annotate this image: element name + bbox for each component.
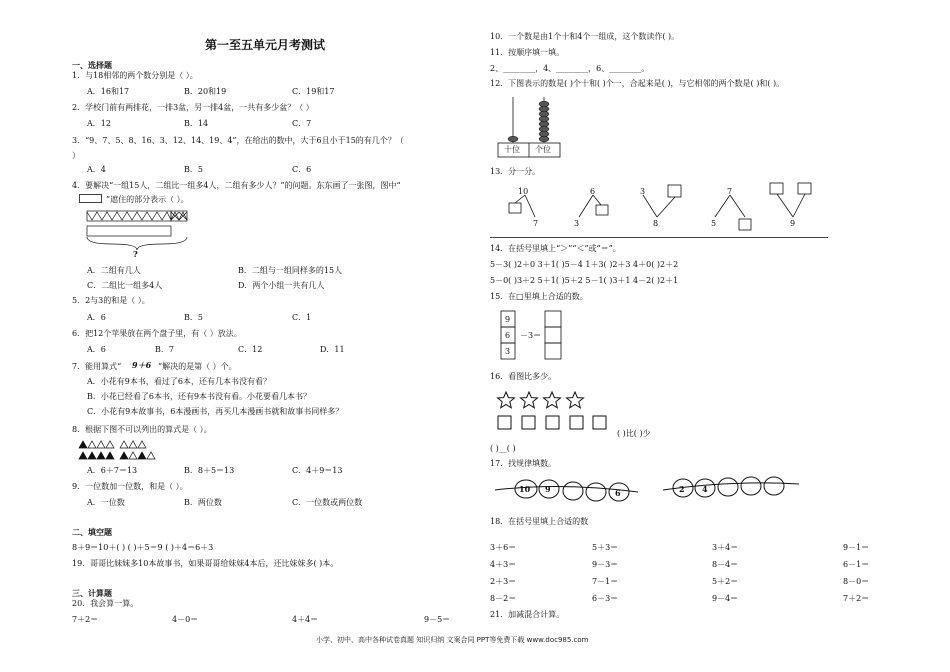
question-4-line1: 4．要解决“一组15人，二组比一组多4人，二组有多少人？”的问题。东东画了一张图，图中“ [72, 181, 401, 190]
question-3-line1: 3．“9、7、5、8、16、3、12、14、19、4”，在给出的数中，大于6且小于15的有几个？（ [72, 136, 404, 145]
bead-num-4: 2 [679, 484, 685, 494]
tree4-top: 7 [727, 187, 733, 196]
page-footer: 小学、初中、高中各种试卷真题 知识归纳 文案合同 PPT等免费下载 www.doc985.com [316, 636, 589, 644]
tree3-bottom: 8 [653, 219, 659, 228]
question-11: 11．按顺序填一填。 [490, 48, 565, 57]
triangles-figure [78, 438, 158, 462]
tree5-bottom: 9 [790, 219, 796, 228]
q18-r3-c4: 8－0＝ [843, 577, 870, 586]
q8-option-c: C．4＋9＝13 [292, 466, 343, 475]
q4-question-mark: ? [133, 249, 138, 259]
q4-option-c: C．二组比一组多4人 [87, 281, 163, 290]
question-16: 16．看图比多少。 [490, 372, 557, 381]
q9-option-b: B．两位数 [184, 498, 222, 507]
q18-r2-c2: 9－3＝ [592, 560, 619, 569]
q18-r1-c2: 5＋3＝ [592, 543, 619, 552]
q11-sequence: 2、________，4、________，6、________。 [490, 64, 650, 73]
question-12: 12．下图表示的数是( )个十和( )个一，合起来是( )，与它相邻的两个数是( )和( )。 [490, 79, 785, 88]
q3-option-c: C．6 [292, 165, 312, 174]
tree2-top: 6 [590, 187, 596, 196]
question-17: 17．找规律填数。 [490, 459, 557, 468]
q4-option-a: A．二组有几人 [87, 266, 141, 275]
q18-r4-c1: 8－2＝ [490, 594, 517, 603]
question-2: 2．学校门前有两排花，一排3盆，另一排4盆，一共有多少盆？（ ） [72, 103, 314, 112]
question-5: 5．2与3的和是（ ）。 [72, 296, 150, 305]
q18-r4-c2: 6－3＝ [592, 594, 619, 603]
q4-option-b: B．二组与一组同样多的15人 [238, 266, 343, 275]
q18-r1-c1: 3＋6＝ [490, 543, 517, 552]
q5-option-b: B．5 [184, 313, 203, 322]
question-1: 1．与18相邻的两个数分别是（ ）。 [72, 71, 198, 80]
tree4-left: 5 [711, 219, 717, 228]
abacus-tens-label: 十位 [504, 145, 520, 154]
q3-option-b: B．5 [184, 165, 203, 174]
question-21: 21．加减混合计算。 [490, 610, 565, 619]
q15-equation: －3＝ [520, 331, 542, 340]
question-3-line2: ） [72, 151, 80, 160]
question-7-prefix: 7．能用算式“ [72, 362, 122, 371]
q8-option-b: B．8＋5＝13 [184, 466, 235, 475]
q1-option-c: C．19和17 [292, 87, 335, 96]
q20-item-4: 9－5＝ [424, 615, 451, 624]
tree2-left: 3 [574, 219, 580, 228]
q18-r3-c2: 7－1＝ [592, 577, 619, 586]
q6-option-d: D．11 [320, 345, 345, 354]
q9-option-c: C．一位数或两位数 [292, 498, 363, 507]
q20-item-3: 4＋4＝ [292, 615, 319, 624]
q18-r2-c4: 6－1＝ [843, 560, 870, 569]
q14-row-2: 5－0( )3＋2 5＋1( )5＋2 5－1( )3＋1 4－2( )2＋1 [490, 276, 679, 285]
question-14: 14．在括号里填上“＞”“＜”或“＝”。 [490, 244, 621, 253]
q2-option-a: A．12 [87, 119, 111, 128]
question-18: 18．在括号里填上合适的数 [490, 517, 589, 526]
stars-and-squares [497, 391, 617, 433]
bead-patterns [493, 472, 813, 512]
q7-option-b: B．小花已经看了6本书，还有9本书没有看。小花要看几本书？ [87, 392, 312, 401]
q1-option-b: B．20和19 [184, 87, 227, 96]
q18-r1-c4: 9－1＝ [843, 543, 870, 552]
q16-blank-line: ( )__( ) [490, 444, 516, 453]
q8-option-a: A．6＋7＝13 [87, 466, 138, 475]
q16-compare: ( )比( )少 [617, 429, 651, 438]
q1-option-a: A．16和17 [87, 87, 130, 96]
q14-row-1: 5－3( )2＋0 3＋1( )5－4 1＋3( )2＋3 4＋0( )2＋2 [490, 260, 679, 269]
question-10: 10．一个数是由1个十和4个一组成，这个数读作( )。 [490, 32, 680, 41]
q18-r4-c3: 9－4＝ [712, 594, 739, 603]
divider-line [490, 237, 828, 238]
question-4-line2: ”遮住的部分表示（ ）。 [106, 195, 189, 204]
section-choice-heading: 一、选择题 [72, 61, 112, 70]
q7-option-c: C．小花有9本故事书，6本漫画书，再买几本漫画书就和故事书同样多？ [87, 407, 344, 416]
q18-r4-c4: 7＋2＝ [843, 594, 870, 603]
q20-item-1: 7＋2＝ [72, 615, 99, 624]
tree1-top: 10 [518, 187, 529, 196]
question-6: 6．把12个苹果放在两个盘子里，有（ ）放法。 [72, 329, 242, 338]
question-19: 19．哥哥比妹妹多10本故事书，如果哥哥给妹妹4本后，还比妹妹多( )本。 [72, 559, 339, 568]
q7-formula: 9＋6 [132, 360, 152, 370]
q15-num-3: 3 [505, 347, 511, 356]
section-calc-heading: 三、计算题 [72, 589, 112, 598]
bead-num-3: 6 [615, 488, 621, 498]
tree1-right: 7 [533, 219, 539, 228]
q2-option-c: C．7 [292, 119, 312, 128]
question-15: 15．在□里填上合适的数。 [490, 292, 588, 301]
question-8: 8．根据下图不可以列出的算式是（ ）。 [72, 425, 212, 434]
abacus-ones-label: 个位 [535, 145, 551, 154]
q15-num-2: 6 [505, 331, 511, 340]
q18-r2-c3: 8－4＝ [712, 560, 739, 569]
q6-option-b: B．7 [155, 345, 174, 354]
q6-option-a: A．6 [87, 345, 106, 354]
cover-box-icon [79, 194, 103, 204]
bead-num-2: 9 [545, 484, 551, 494]
question-20: 20．我会算一算。 [72, 599, 139, 608]
q6-option-c: C．12 [238, 345, 263, 354]
q7-option-a: A．小花有9本书，看过了6本，还有几本书没有看？ [87, 377, 271, 386]
question-13: 13．分一分。 [490, 167, 541, 176]
q2-option-b: B．14 [184, 119, 209, 128]
section-fill-heading: 二、填空题 [72, 528, 112, 537]
q18-r2-c1: 4＋3＝ [490, 560, 517, 569]
bead-num-5: 4 [702, 484, 708, 494]
q20-item-2: 4－0＝ [172, 615, 199, 624]
tree3-left-top: 3 [640, 187, 646, 196]
fill-equations: 8＋9＝10＋( ) ( )＋5＝9 ( )＋4＝6＋3 [72, 543, 214, 552]
question-7-suffix: ”解决的是第（ ）个。 [158, 362, 237, 371]
q3-option-a: A．4 [87, 165, 106, 174]
q4-option-d: D．两个小组一共有几人 [238, 281, 325, 290]
q9-option-a: A．一位数 [87, 498, 125, 507]
bead-num-1: 10 [519, 484, 531, 494]
q5-option-a: A．6 [87, 313, 106, 322]
q5-option-c: C．1 [292, 313, 312, 322]
bar-diagram [86, 210, 196, 258]
page-title: 第一至五单元月考测试 [205, 38, 326, 52]
question-9: 9．一位数加一位数，和是（ ）。 [72, 482, 188, 491]
q18-r3-c3: 5＋2＝ [712, 577, 739, 586]
q18-r1-c3: 3＋4＝ [712, 543, 739, 552]
q15-num-1: 9 [505, 315, 511, 324]
q18-r3-c1: 2＋3＝ [490, 577, 517, 586]
